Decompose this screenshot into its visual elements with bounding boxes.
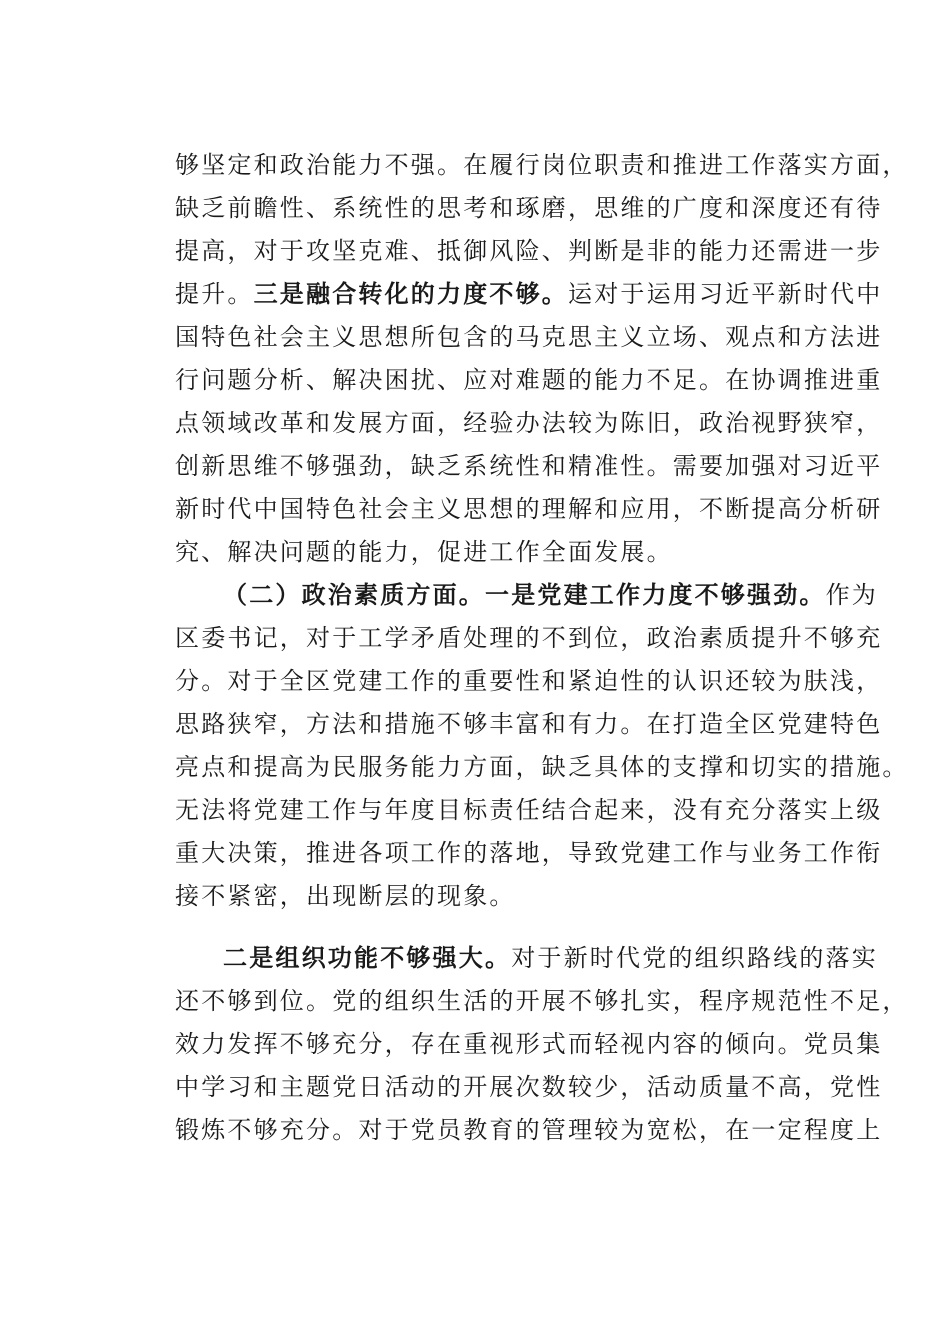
text-line: 够坚定和政治能力不强。在履行岗位职责和推进工作落实方面， (175, 151, 909, 179)
bold-heading-run: 三是融合转化的力度不够。 (253, 279, 569, 308)
text-line: 区委书记，对于工学矛盾处理的不到位，政治素质提升不够充 (175, 624, 883, 652)
text-line: 缺乏前瞻性、系统性的思考和琢磨，思维的广度和深度还有待 (175, 194, 883, 222)
section-heading-line (223, 580, 878, 610)
text-line: 中学习和主题党日活动的开展次数较少，活动质量不高，党性 (175, 1073, 883, 1101)
text-line: 创新思维不够强劲，缺乏系统性和精准性。需要加强对习近平 (175, 452, 883, 480)
text-line: 提高，对于攻坚克难、抵御风险、判断是非的能力还需进一步 (175, 237, 883, 265)
text-line: 效力发挥不够充分，存在重视形式而轻视内容的倾向。党员集 (175, 1030, 883, 1058)
text-line: 国特色社会主义思想所包含的马克思主义立场、观点和方法进 (175, 323, 883, 351)
paragraph-heading-line (223, 943, 878, 973)
text-line: 行问题分析、解决困扰、应对难题的能力不足。在协调推进重 (175, 366, 883, 394)
paragraph-heading: 二是组织功能不够强大。 (223, 943, 512, 972)
text-run: 运对于运用习近平新时代中 (568, 280, 883, 308)
text-line: 接不紧密，出现断层的现象。 (175, 882, 516, 910)
text-line: 重大决策，推进各项工作的落地，导致党建工作与业务工作衔 (175, 839, 883, 867)
text-run: 提升。 (175, 280, 254, 308)
text-run: 作为 (825, 581, 879, 609)
text-line: 还不够到位。党的组织生活的开展不够扎实，程序规范性不足， (175, 987, 909, 1015)
text-line: 新时代中国特色社会主义思想的理解和应用，不断提高分析研 (175, 495, 883, 523)
text-line: 点领域改革和发展方面，经验办法较为陈旧，政治视野狭窄， (175, 409, 883, 437)
text-line: 亮点和提高为民服务能力方面，缺乏具体的支撑和切实的措施。 (175, 753, 909, 781)
text-line: 思路狭窄，方法和措施不够丰富和有力。在打造全区党建特色 (175, 710, 883, 738)
text-line: 究、解决问题的能力，促进工作全面发展。 (175, 538, 673, 566)
text-run: 对于新时代党的组织路线的落实 (511, 944, 879, 972)
text-line: 分。对于全区党建工作的重要性和紧迫性的认识还较为肤浅， (175, 667, 883, 695)
text-line: 锻炼不够充分。对于党员教育的管理较为宽松，在一定程度上 (175, 1116, 883, 1144)
section-heading: （二）政治素质方面。一是党建工作力度不够强劲。 (223, 580, 826, 609)
text-line (175, 279, 882, 309)
text-line: 无法将党建工作与年度目标责任结合起来，没有充分落实上级 (175, 796, 883, 824)
